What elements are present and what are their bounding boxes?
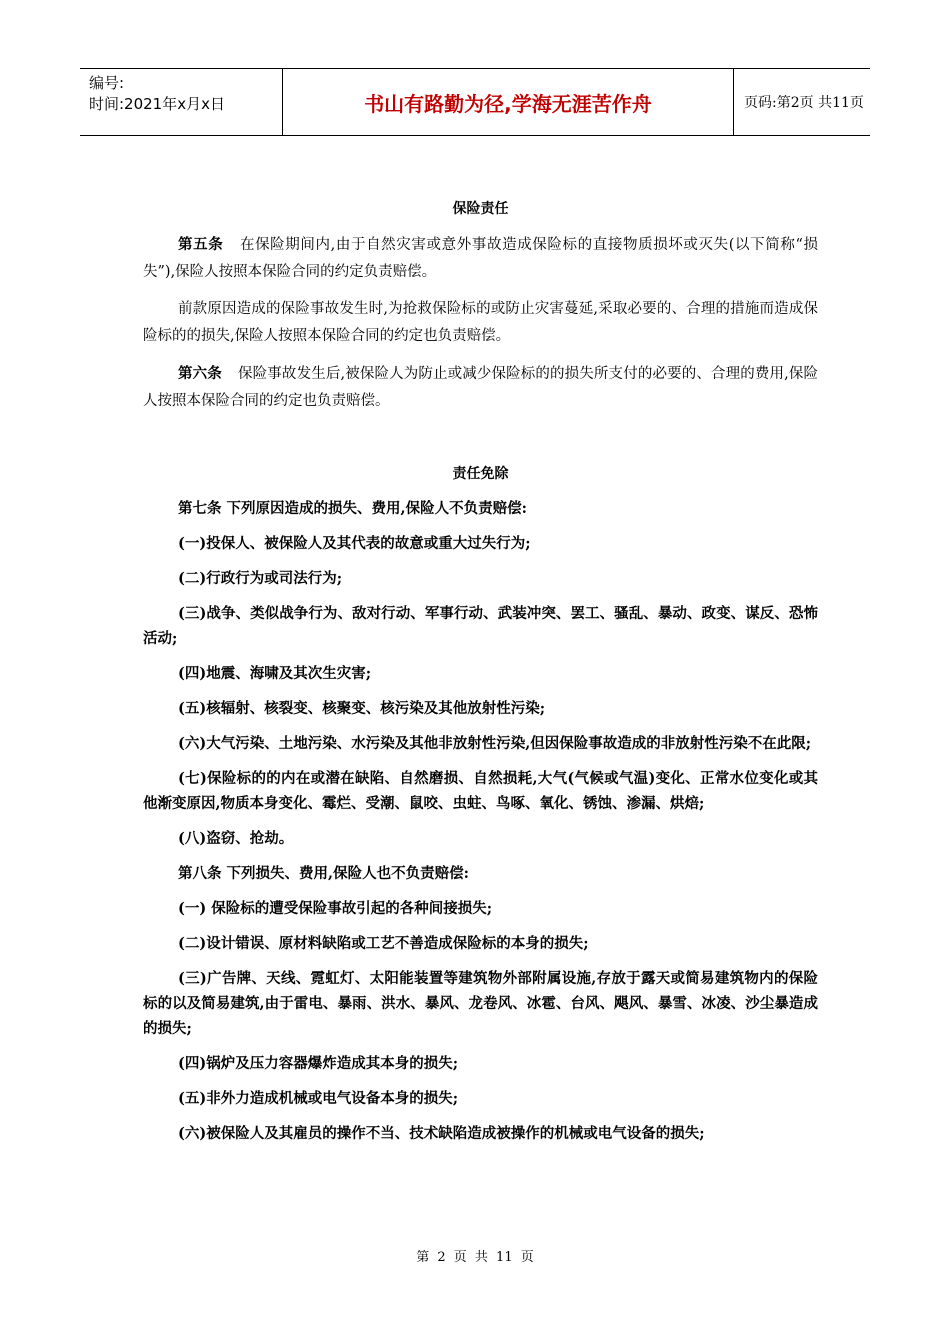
article-7-item: (五)核辐射、核裂变、核聚变、核污染及其他放射性污染; bbox=[178, 700, 546, 717]
article-8-item: (三)广告牌、天线、霓虹灯、太阳能装置等建筑物外部附属设施,存放于露天或简易建筑物内的保险标的以及简易建筑,由于雷电、暴雨、洪水、暴风、龙卷风、冰雹、台风、飓风、暴雪、冰凌、沙尘暴造成的损失; bbox=[143, 970, 818, 1037]
article-7-item: (四)地震、海啸及其次生灾害; bbox=[178, 665, 372, 682]
article-5-label: 第五条 bbox=[178, 236, 224, 253]
article-8-item: (四)锅炉及压力容器爆炸造成其本身的损失; bbox=[178, 1055, 459, 1072]
section-title-exclusions: 责任免除 bbox=[452, 466, 509, 482]
article-7: 第七条 下列原因造成的损失、费用,保险人不负责赔偿: bbox=[178, 500, 527, 517]
header-motto: 书山有路勤为径,学海无涯苦作舟 bbox=[282, 69, 734, 135]
page-footer: 第 2 页 共 11 页 bbox=[416, 1250, 534, 1265]
article-8-item: (一) 保险标的遭受保险事故引起的各种间接损失; bbox=[178, 900, 493, 917]
article-7-item: (八)盗窃、抢劫。 bbox=[178, 830, 294, 847]
article-7-item: (六)大气污染、土地污染、水污染及其他非放射性污染,但因保险事故造成的非放射性污染不在此限; bbox=[178, 735, 812, 752]
article-8-item: (六)被保险人及其雇员的操作不当、技术缺陷造成被操作的机械或电气设备的损失; bbox=[178, 1125, 705, 1142]
article-8-item: (五)非外力造成机械或电气设备本身的损失; bbox=[178, 1090, 459, 1107]
document-date-label: 时间:2021年x月x日 bbox=[89, 95, 225, 113]
article-7-item: (三)战争、类似战争行为、敌对行动、军事行动、武装冲突、罢工、骚乱、暴动、政变、谋反、恐怖活动; bbox=[143, 605, 818, 647]
document-body bbox=[143, 195, 818, 1146]
page-header bbox=[80, 68, 870, 136]
exclusions-list bbox=[143, 496, 818, 1146]
article-8-item: (二)设计错误、原材料缺陷或工艺不善造成保险标的本身的损失; bbox=[178, 935, 589, 952]
article-5-text: 在保险期间内,由于自然灾害或意外事故造成保险标的直接物质损坏或灭失(以下简称“损失”),保险人按照本保险合同的约定负责赔偿。 bbox=[143, 237, 818, 280]
article-5-paragraph-2: 前款原因造成的保险事故发生时,为抢救保险标的或防止灾害蔓延,采取必要的、合理的措施而造成保险标的的损失,保险人按照本保险合同的约定也负责赔偿。 bbox=[143, 301, 818, 344]
header-page-info: 页码:第2页 共11页 bbox=[744, 95, 864, 111]
section-title-coverage: 保险责任 bbox=[452, 201, 509, 217]
document-number-label: 编号: bbox=[89, 74, 125, 92]
header-meta bbox=[80, 69, 282, 135]
article-8: 第八条 下列损失、费用,保险人也不负责赔偿: bbox=[178, 865, 469, 882]
article-6-label: 第六条 bbox=[178, 365, 222, 382]
article-7-item: (二)行政行为或司法行为; bbox=[178, 570, 343, 587]
article-7-item: (七)保险标的的内在或潜在缺陷、自然磨损、自然损耗,大气(气候或气温)变化、正常水位变化或其他渐变原因,物质本身变化、霉烂、受潮、鼠咬、虫蛀、鸟啄、氧化、锈蚀、渗漏、烘焙; bbox=[143, 770, 818, 812]
article-6-text: 保险事故发生后,被保险人为防止或减少保险标的的损失所支付的必要的、合理的费用,保险人按照本保险合同的约定也负责赔偿。 bbox=[143, 366, 819, 409]
article-7-item: (一)投保人、被保险人及其代表的故意或重大过失行为; bbox=[178, 535, 531, 552]
article-5 bbox=[143, 231, 818, 286]
article-6 bbox=[143, 360, 818, 415]
